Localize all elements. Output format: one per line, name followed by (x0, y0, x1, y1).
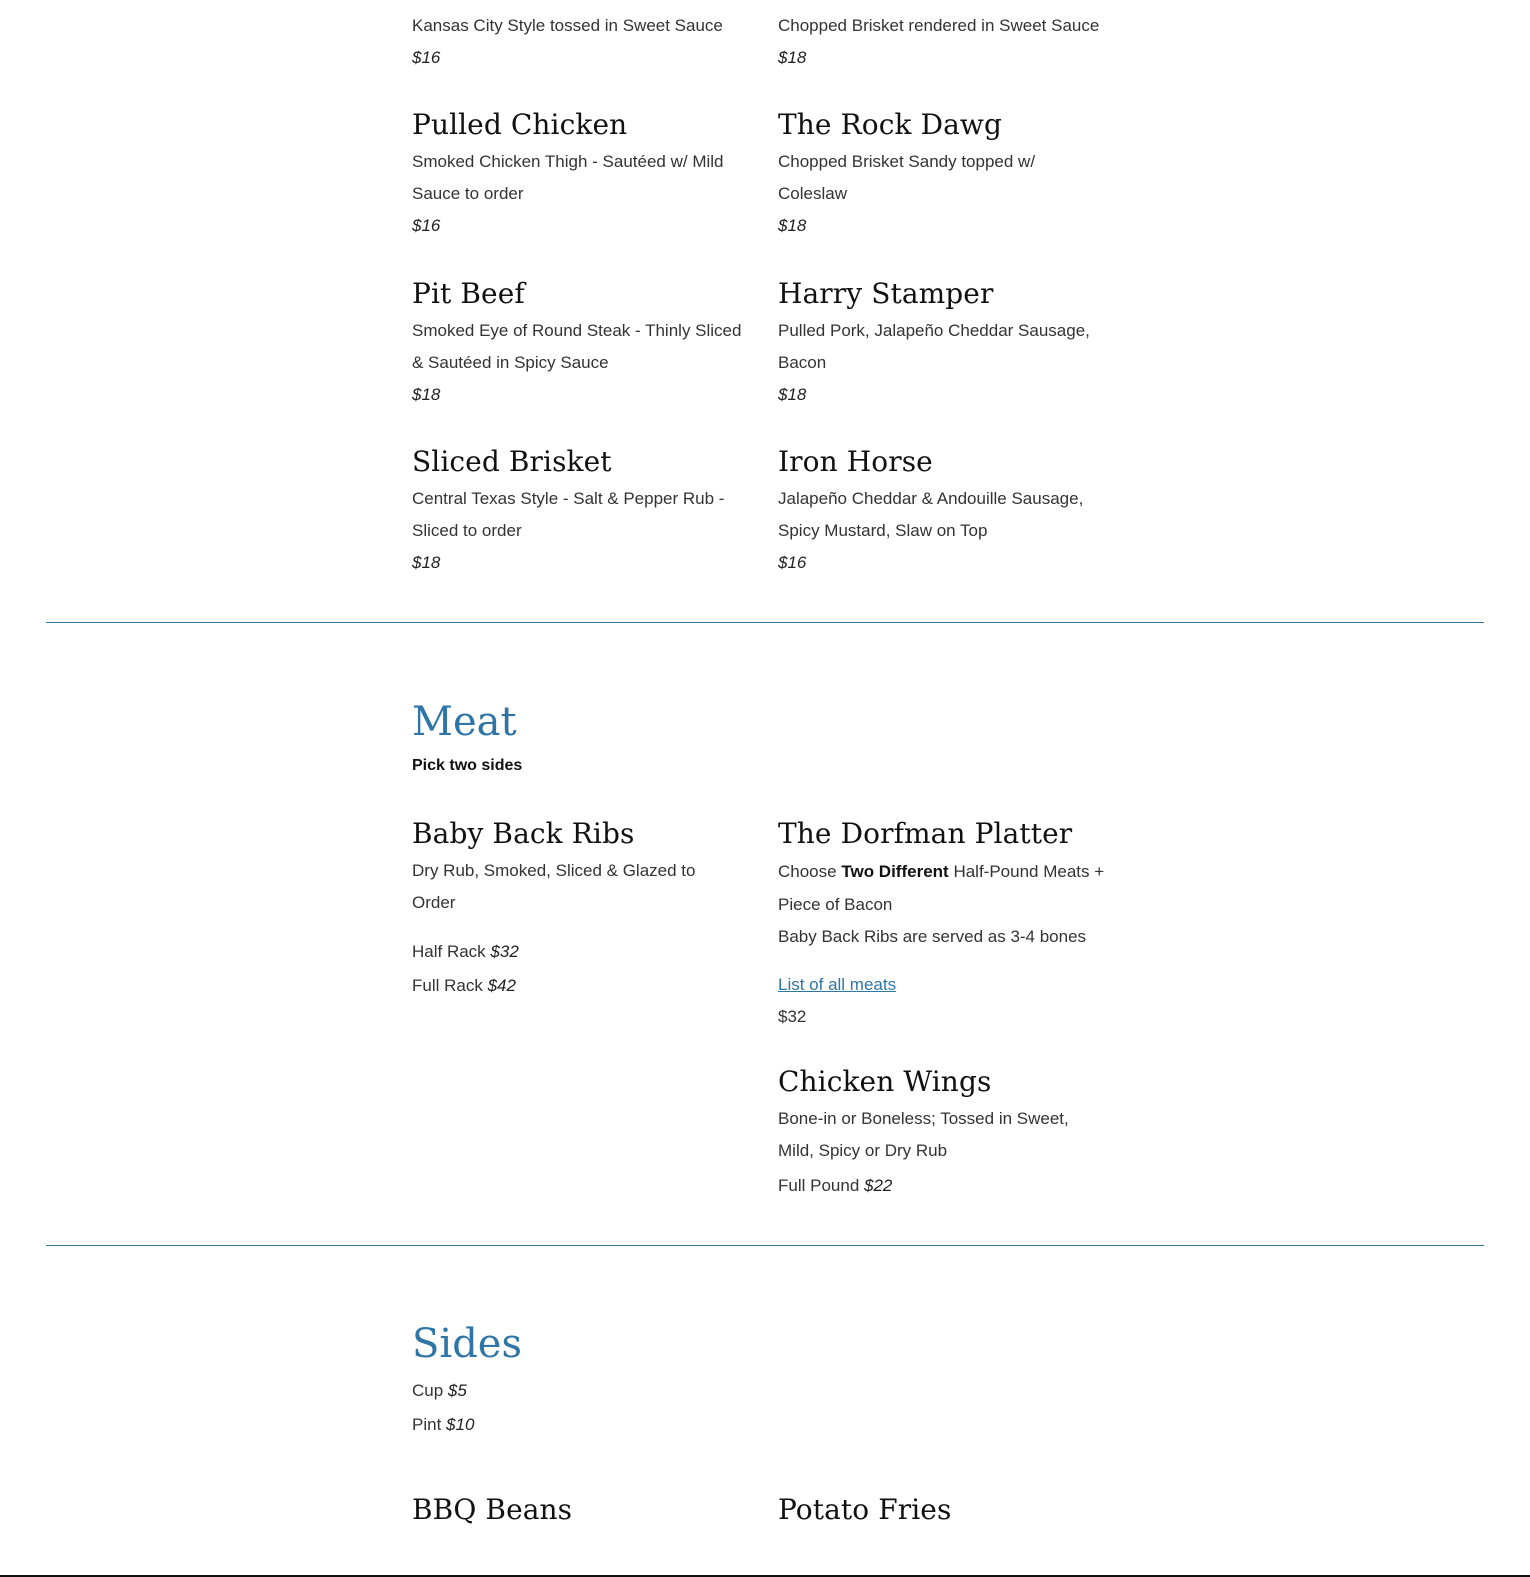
item-title: The Rock Dawg (778, 108, 1003, 141)
item-title: BBQ Beans (412, 1493, 573, 1526)
item-title: Harry Stamper (778, 277, 994, 310)
item-price: $16 (412, 48, 441, 67)
option-price: $42 (487, 976, 516, 995)
item-price: $18 (778, 385, 807, 404)
option-label: Full Pound (778, 1176, 860, 1195)
description-text: Choose (778, 862, 837, 881)
item-description: Central Texas Style - Salt & Pepper Rub - Sliced to order (412, 489, 725, 540)
item-title: Iron Horse (778, 445, 933, 478)
item-description: Pulled Pork, Jalapeño Cheddar Sausage, Bacon (778, 321, 1090, 372)
option-price: $5 (447, 1381, 467, 1400)
item-price: $18 (412, 385, 441, 404)
item-description: Chopped Brisket Sandy topped w/ Coleslaw (778, 152, 1036, 203)
option-price: $32 (490, 942, 519, 961)
option-price: $10 (446, 1415, 475, 1434)
item-title: Pulled Chicken (412, 108, 628, 141)
section-title: Meat (412, 699, 517, 745)
item-description-line: Piece of Bacon (778, 895, 893, 914)
section-divider (46, 1245, 1484, 1246)
option-label: Full Rack (412, 976, 483, 995)
description-emphasis: Two Different (841, 862, 949, 881)
item-title: The Dorfman Platter (778, 817, 1073, 850)
list-of-meats-link[interactable]: List of all meats (778, 975, 897, 994)
item-note: Baby Back Ribs are served as 3-4 bones (778, 927, 1087, 946)
option-price: $22 (864, 1176, 893, 1195)
item-description: Chopped Brisket rendered in Sweet Sauce (778, 16, 1100, 35)
item-title: Sliced Brisket (412, 445, 612, 478)
item-title: Baby Back Ribs (412, 817, 635, 850)
item-price: $18 (412, 553, 441, 572)
item-title: Chicken Wings (778, 1065, 992, 1098)
item-price: $32 (778, 1007, 807, 1026)
item-description: Bone-in or Boneless; Tossed in Sweet, Mild, Spicy or Dry Rub (778, 1109, 1069, 1160)
item-description: Dry Rub, Smoked, Sliced & Glazed to Order (412, 861, 696, 912)
item-title: Pit Beef (412, 277, 525, 310)
item-price: $18 (778, 216, 807, 235)
price-option (412, 974, 516, 998)
item-price: $16 (778, 553, 807, 572)
item-title: Potato Fries (778, 1493, 952, 1526)
section-title: Sides (412, 1321, 522, 1367)
item-description: Jalapeño Cheddar & Andouille Sausage, Spicy Mustard, Slaw on Top (778, 489, 1084, 540)
description-text: Half-Pound Meats + (953, 862, 1105, 881)
section-divider (46, 622, 1484, 623)
item-description: Smoked Eye of Round Steak - Thinly Sliced & Sautéed in Spicy Sauce (412, 321, 742, 372)
option-label: Cup (412, 1381, 444, 1400)
item-description: Kansas City Style tossed in Sweet Sauce (412, 16, 723, 35)
option-label: Half Rack (412, 942, 486, 961)
section-subtitle: Pick two sides (412, 757, 523, 774)
item-price: $16 (412, 216, 441, 235)
item-price: $18 (778, 48, 807, 67)
size-option (412, 1413, 474, 1437)
item-description (778, 860, 1104, 884)
option-label: Pint (412, 1415, 442, 1434)
size-option (412, 1379, 467, 1403)
price-option (412, 940, 519, 964)
item-description: Smoked Chicken Thigh - Sautéed w/ Mild Sauce to order (412, 152, 724, 203)
price-option (778, 1174, 892, 1198)
